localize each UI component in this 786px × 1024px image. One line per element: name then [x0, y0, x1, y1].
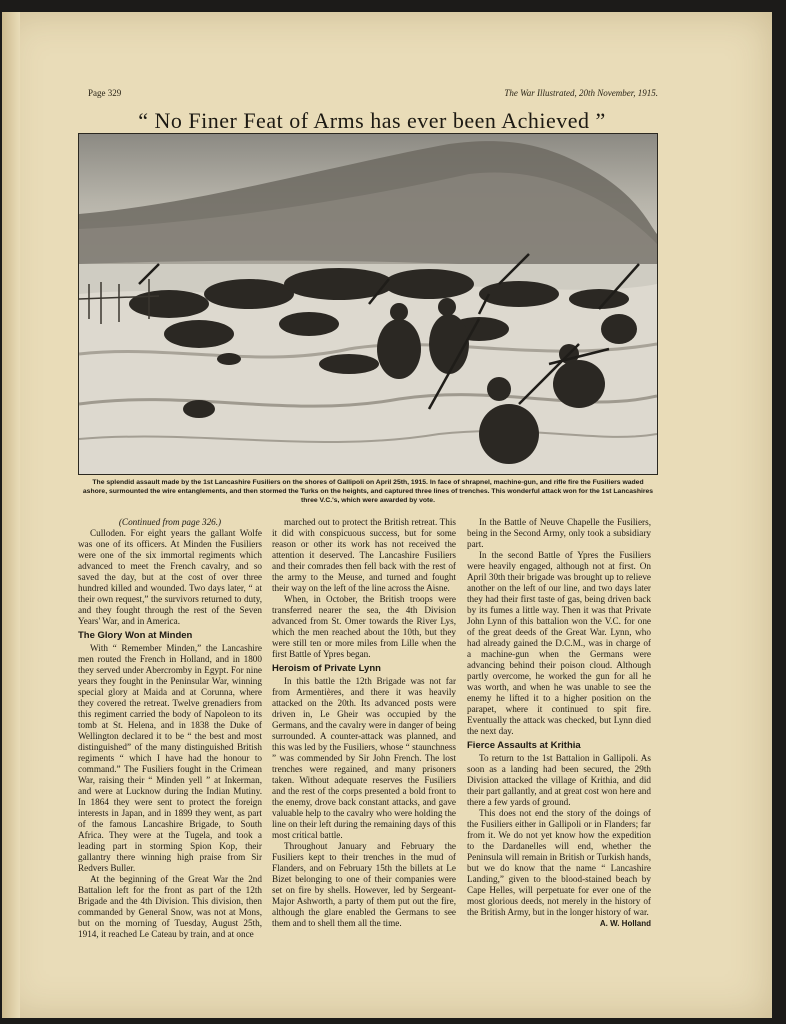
author-signature: A. W. Holland	[599, 919, 651, 928]
article-column-1	[78, 517, 262, 940]
page-number: Page 329	[88, 88, 122, 98]
paragraph: When, in October, the British troops were transferred nearer the sea, the 4th Division advanced from St. Omer towards the River Lys, which the men reached about the 10th, but they were still ten or more miles from Lille when the first Battle of Ypres began.	[272, 594, 456, 659]
paragraph: This does not end the story of the doings of the Fusiliers either in Gallipoli or in Flanders; far from it. We do not yet know how the expedition to the Dardanelles will end, whether the Peninsula will remain in British or Turkish hands, but we do know that the name “ Lancashire Landing,” given to the blood-stained beach by Cape Helles, will perpetuate for ever one of the most glorious deeds, not merely in the history of the British Army, but in the longer history of war.	[467, 808, 651, 917]
paragraph: marched out to protect the British retreat. This it did with conspicuous success, but for some reason or other its work has not received the attention it deserved. The Lancashire Fusiliers and their comrades then fell back with the rest of the army to the Meuse, and turned and fought their way on the left of the line across the Aisne.	[272, 517, 456, 593]
article-column-2	[272, 517, 456, 929]
subheading-minden: The Glory Won at Minden	[78, 630, 193, 641]
paragraph: At the beginning of the Great War the 2nd Battalion left for the front as part of the 12th Brigade and the 4th Division. This division, then commanded by General Snow, was not at Mons, but on the morning of Tuesday, August 25th, 1914, it reached Le Cateau by train, and at once	[78, 874, 262, 939]
article-column-3	[467, 517, 651, 929]
subheading-krithia: Fierce Assaults at Krithia	[467, 740, 581, 751]
paragraph: In the Battle of Neuve Chapelle the Fusiliers, being in the Second Army, only took a subsidiary part.	[467, 517, 651, 549]
headline: “ No Finer Feat of Arms has ever been Achieved ”	[138, 108, 606, 133]
paragraph: Throughout January and February the Fusiliers kept to their trenches in the mud of Flanders, and on February 15th the billets at Le Bizet belonging to one of their companies were set on fire by shells. However, led by Sergeant-Major Ashworth, a party of them put out the fire, although the glare enabled the Germans to see them and to shell them all the time.	[272, 841, 456, 928]
paragraph: In the second Battle of Ypres the Fusiliers were heavily engaged, although not at first. On April 30th their brigade was brought up to relieve another on the left of our line, and two days later they had their first taste of gas, being driven back by its fumes a little way. Then it was that Private John Lynn of this battalion won the V.C. for one of the great deeds of the Great War. Lynn, who had already gained the D.C.M., was in charge of a machine-gun when the Germans were advancing behind their poison cloud. Although partly overcome, he worked the gun for all he was worth, and when he was unable to see the enemy he lifted it to a higher position on the parapet, where it continued to spit fire. Eventually the attack was checked, but Lynn died the next day.	[467, 550, 651, 736]
paragraph: In this battle the 12th Brigade was not far from Armentières, and there it was heavily attacked on the 20th. Its advanced posts were driven in, Le Gheir was occupied by the Germans, and the cavalry were in danger of being surrounded. A counter-attack was planned, and this was led by the Fusiliers, whose “ staunchness ” was commended by Sir John French. The lost trenches were regained, and many prisoners taken. Without adequate reserves the Fusiliers and the rest of the corps presented a bold front to the enemy, drove back constant attacks, and gave valuable help to the cavalry who were holding the line on their left during the remaining days of this most critical battle.	[272, 676, 456, 840]
page-binding-edge	[2, 12, 20, 1018]
paragraph: Culloden. For eight years the gallant Wolfe was one of its officers. At Minden the Fusiliers were one of the six immortal regiments which advanced to meet the French cavalry, and so saved the day, but at the cost of over three hundred killed and wounded. Two days later, “ at their own request,” the survivors returned to duty, and they fought through the rest of the Seven Years' War, and in America.	[78, 528, 262, 626]
battle-illustration	[78, 133, 658, 475]
illustration-caption: The splendid assault made by the 1st Lancashire Fusiliers on the shores of Gallipoli on April 25th, 1915. In face of shrapnel, machine-gun, and rifle fire the Fusiliers waded ashore, surmounted the wire entanglements, and then stormed the Turks on the heights, and captured three lines of trenches. This wonderful attack won for the 1st Lancashires three V.C.'s, which were awarded by vote.	[82, 479, 654, 504]
publication-line: The War Illustrated, 20th November, 1915.	[504, 88, 658, 98]
illustration-drawing	[79, 134, 657, 474]
paragraph: With “ Remember Minden,” the Lancashire men routed the French in Holland, and in 1800 they served under Abercromby in Egypt. For nine years they fought in the Peninsular War, winning special glory at Maida and at Corunna, where they covered the retreat. Twelve grenadiers from this regiment carried the body of Napoleon to its tomb at St. Helena, and in 1838 the Duke of Wellington declared it to be “ the best and most distinguished” of the many distinguished British regiments “ which I have had the honour to command.” The Fusiliers fought in the Crimean War, raising their “ Minden yell ” at Inkerman, and were at Lucknow during the Indian Mutiny. In 1864 they were sent to protect the foreign interests in Japan, and in 1899 they went, as part of the famous Lancashire Brigade, to South Africa. They were at the Tugela, and took a leading part in storming Spion Kop, their gallantry there winning high praise from Sir Redvers Buller.	[78, 643, 262, 873]
paragraph: To return to the 1st Battalion in Gallipoli. As soon as a landing had been secured, the 29th Division attacked the village of Krithia, and did their part gallantly, and at great cost won here and there a few yards of ground.	[467, 753, 651, 807]
subheading-lynn: Heroism of Private Lynn	[272, 663, 381, 674]
continued-note: (Continued from page 326.)	[118, 517, 222, 527]
